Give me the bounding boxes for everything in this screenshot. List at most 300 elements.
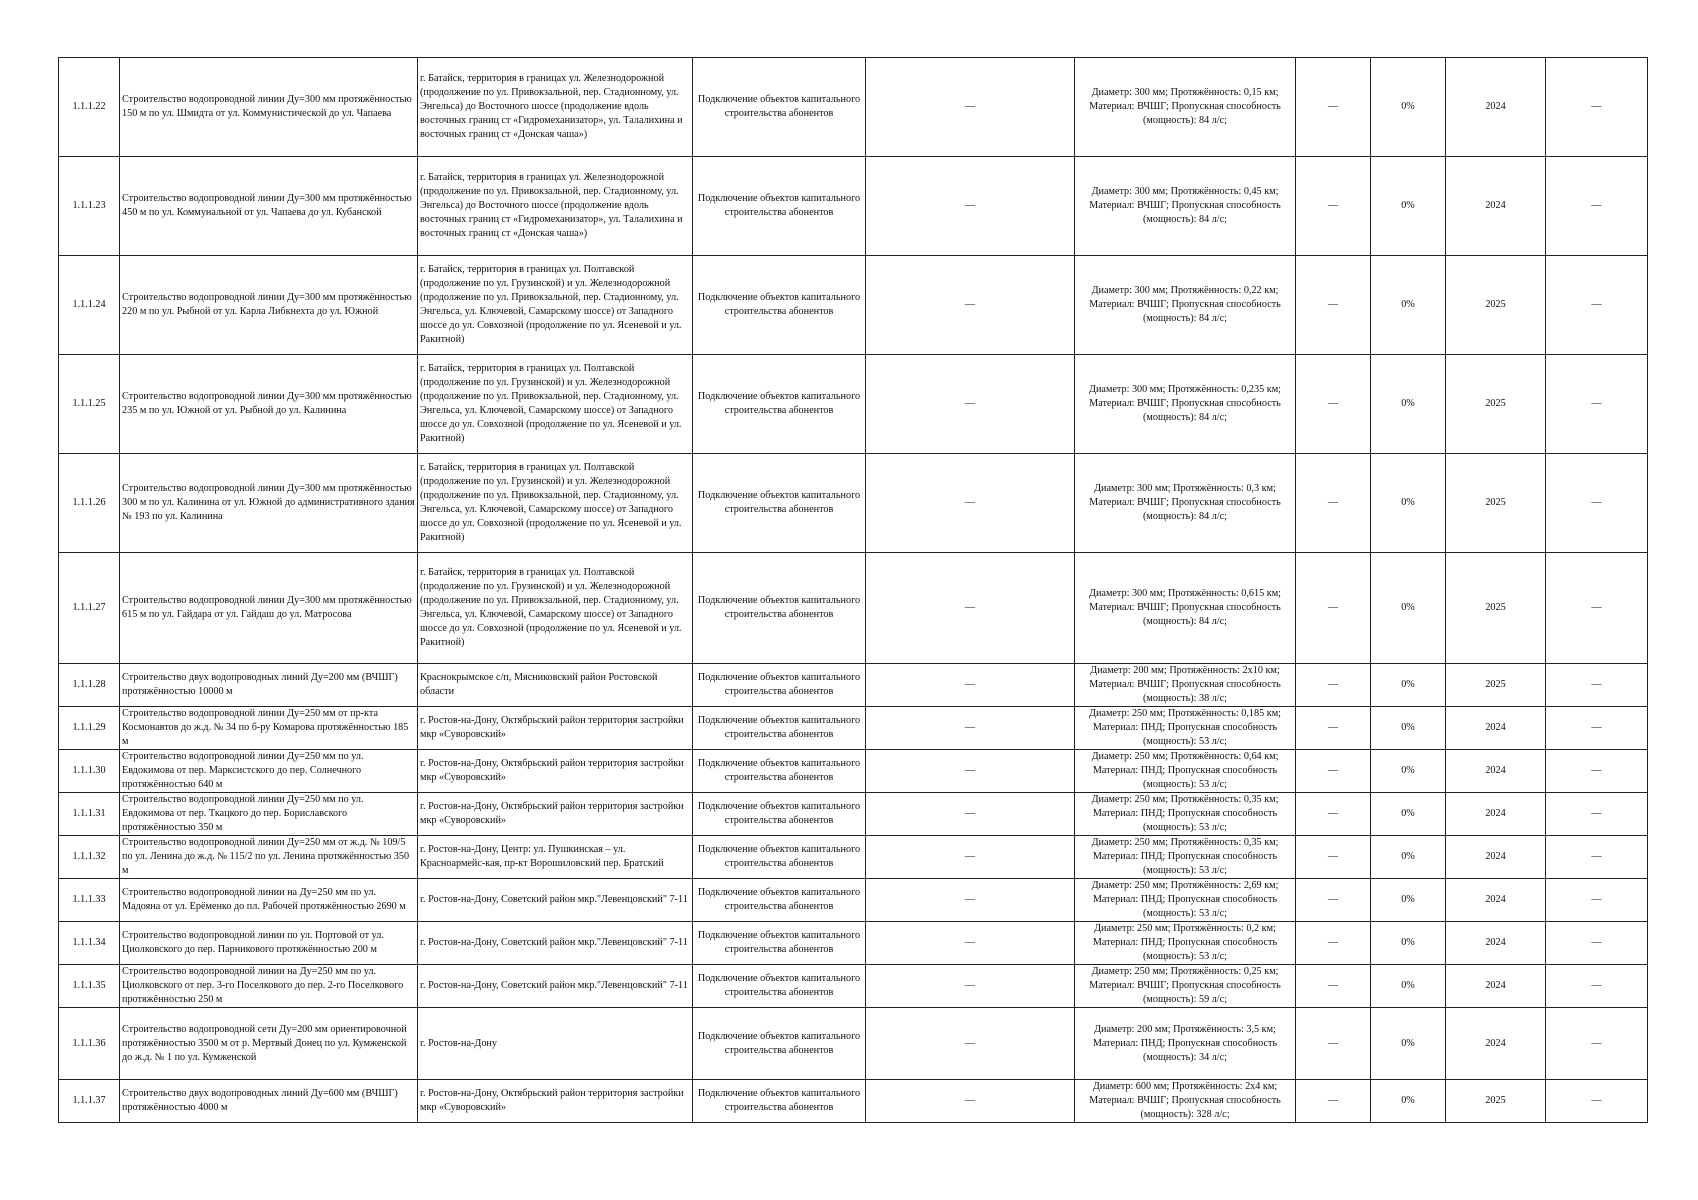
technical-characteristics: Диаметр: 300 мм; Протяжённость: 0,45 км; Материал: ВЧШГ; Пропускная способность (мощность): 84 л/с;: [1089, 186, 1281, 225]
technical-characteristics-cell: [1075, 553, 1296, 664]
empty-value-dash: —: [1327, 101, 1339, 112]
project-goal-cell: [693, 664, 866, 707]
project-address: г. Ростов-на-Дону, Центр: ул. Пушкинская – ул. Красноармейс-кая, пр-кт Ворошиловский пер. Братский: [420, 844, 664, 869]
project-goal-cell: [693, 1008, 866, 1080]
project-name: Строительство водопроводной линии Ду=250 мм от пр-кта Космонавтов до ж.д. № 34 по б-ру Комарова протяжённостью 185 м: [122, 708, 409, 747]
completion-year: 2024: [1485, 101, 1506, 112]
empty-value-dash: —: [1327, 937, 1339, 948]
empty-value-dash-cell: [1546, 836, 1648, 879]
technical-characteristics-cell: [1075, 1008, 1296, 1080]
project-goal-cell: [693, 750, 866, 793]
project-address: г. Ростов-на-Дону, Октябрьский район территория застройки мкр «Суворовский»: [420, 801, 684, 826]
project-address-cell: [418, 664, 693, 707]
empty-value-dash: —: [964, 765, 976, 776]
empty-value-dash-cell: [1546, 553, 1648, 664]
technical-characteristics-cell: [1075, 879, 1296, 922]
table-row: [59, 355, 1648, 454]
empty-value-dash: —: [1327, 808, 1339, 819]
empty-value-dash-cell: [1296, 355, 1371, 454]
empty-value-dash: —: [1591, 398, 1602, 409]
completion-percent: 0%: [1401, 101, 1415, 112]
empty-value-dash: —: [964, 602, 976, 613]
row-number: 1.1.1.33: [72, 894, 106, 905]
project-name: Строительство водопроводной линии по ул. Портовой от ул. Циолковского до пер. Парникового протяжённостью 200 м: [122, 930, 384, 955]
empty-value-dash-cell: [1546, 355, 1648, 454]
project-name-cell: [120, 553, 418, 664]
project-address: г. Ростов-на-Дону, Октябрьский район территория застройки мкр «Суворовский»: [420, 758, 684, 783]
empty-value-dash-cell: [866, 157, 1075, 256]
project-goal: Подключение объектов капитального строительства абонентов: [697, 715, 861, 740]
table-row: [59, 1008, 1648, 1080]
completion-year-cell: [1446, 256, 1546, 355]
completion-percent-cell: [1371, 553, 1446, 664]
completion-year-cell: [1446, 454, 1546, 553]
table-row: [59, 922, 1648, 965]
empty-value-dash: —: [1591, 851, 1602, 862]
project-name-cell: [120, 965, 418, 1008]
table-row: [59, 750, 1648, 793]
table-row: [59, 1080, 1648, 1123]
project-goal-cell: [693, 256, 866, 355]
empty-value-dash-cell: [1546, 1008, 1648, 1080]
completion-percent: 0%: [1401, 937, 1415, 948]
project-goal-cell: [693, 157, 866, 256]
row-number-cell: [59, 1008, 120, 1080]
technical-characteristics-cell: [1075, 707, 1296, 750]
completion-year-cell: [1446, 157, 1546, 256]
project-address-cell: [418, 553, 693, 664]
empty-value-dash: —: [1327, 765, 1339, 776]
empty-value-dash: —: [964, 398, 976, 409]
project-goal-cell: [693, 1080, 866, 1123]
completion-percent-cell: [1371, 793, 1446, 836]
project-name: Строительство двух водопроводных линий Ду=200 мм (ВЧШГ) протяжённостью 10000 м: [122, 672, 398, 697]
project-name-cell: [120, 836, 418, 879]
completion-percent-cell: [1371, 965, 1446, 1008]
technical-characteristics-cell: [1075, 58, 1296, 157]
empty-value-dash-cell: [866, 1008, 1075, 1080]
row-number: 1.1.1.36: [72, 1037, 106, 1049]
completion-year-cell: [1446, 58, 1546, 157]
empty-value-dash: —: [1327, 722, 1339, 733]
project-address: г. Батайск, территория в границах ул. Железнодорожной (продолжение по ул. Привокзальной, пер. Стадионному, ул. Энгельса) до Восточного шоссе (продолжение вдоль восточных границ ст «Гидромеханизатор», ул. Талалихина и восточных границ ст «Донская чаша»): [420, 172, 683, 239]
empty-value-dash-cell: [1296, 750, 1371, 793]
completion-percent: 0%: [1401, 497, 1415, 508]
empty-value-dash-cell: [1296, 553, 1371, 664]
row-number-cell: [59, 836, 120, 879]
project-address-cell: [418, 256, 693, 355]
empty-value-dash-cell: [1546, 922, 1648, 965]
empty-value-dash-cell: [866, 836, 1075, 879]
empty-value-dash: —: [964, 1095, 976, 1106]
empty-value-dash: —: [1327, 398, 1339, 409]
row-number-cell: [59, 553, 120, 664]
row-number: 1.1.1.26: [72, 497, 106, 508]
project-address: г. Ростов-на-Дону, Октябрьский район территория застройки мкр «Суворовский»: [420, 715, 684, 740]
completion-year: 2024: [1485, 1037, 1506, 1049]
completion-year: 2024: [1485, 722, 1506, 733]
empty-value-dash: —: [964, 980, 976, 991]
completion-year: 2024: [1485, 894, 1506, 905]
project-goal: Подключение объектов капитального строительства абонентов: [697, 887, 861, 912]
project-goal: Подключение объектов капитального строительства абонентов: [697, 844, 861, 869]
row-number: 1.1.1.23: [72, 200, 106, 211]
completion-percent-cell: [1371, 664, 1446, 707]
completion-percent: 0%: [1401, 200, 1415, 211]
empty-value-dash: —: [1327, 894, 1339, 905]
row-number-cell: [59, 965, 120, 1008]
empty-value-dash-cell: [1296, 707, 1371, 750]
empty-value-dash: —: [1327, 1037, 1339, 1049]
empty-value-dash-cell: [866, 750, 1075, 793]
completion-year: 2025: [1485, 679, 1506, 690]
empty-value-dash-cell: [866, 256, 1075, 355]
empty-value-dash: —: [1327, 299, 1339, 310]
empty-value-dash-cell: [866, 355, 1075, 454]
empty-value-dash: —: [1327, 200, 1339, 211]
technical-characteristics: Диаметр: 200 мм; Протяжённость: 2х10 км; Материал: ВЧШГ; Пропускная способность (мощность): 38 л/с;: [1089, 665, 1281, 704]
technical-characteristics: Диаметр: 250 мм; Протяжённость: 2,69 км; Материал: ПНД; Пропускная способность (мощность): 53 л/с;: [1091, 880, 1279, 919]
project-goal-cell: [693, 793, 866, 836]
completion-year: 2025: [1485, 497, 1506, 508]
completion-year-cell: [1446, 750, 1546, 793]
project-name-cell: [120, 58, 418, 157]
project-name: Строительство водопроводной линии Ду=250 мм от ж.д. № 109/5 по ул. Ленина до ж.д. № 115/2 по ул. Ленина протяжённостью 350 м: [122, 837, 410, 876]
completion-year-cell: [1446, 793, 1546, 836]
completion-year-cell: [1446, 355, 1546, 454]
table-row: [59, 836, 1648, 879]
empty-value-dash: —: [1591, 980, 1602, 991]
empty-value-dash-cell: [1296, 793, 1371, 836]
completion-percent: 0%: [1401, 679, 1415, 690]
empty-value-dash: —: [1327, 679, 1339, 690]
project-goal: Подключение объектов капитального строительства абонентов: [697, 973, 861, 998]
project-goal: Подключение объектов капитального строительства абонентов: [697, 595, 861, 620]
empty-value-dash-cell: [866, 553, 1075, 664]
technical-characteristics: Диаметр: 250 мм; Протяжённость: 0,185 км; Материал: ПНД; Пропускная способность (мощность): 53 л/с;: [1089, 708, 1281, 747]
project-address: г. Ростов-на-Дону: [420, 1037, 497, 1049]
completion-percent: 0%: [1401, 894, 1415, 905]
completion-percent-cell: [1371, 355, 1446, 454]
empty-value-dash-cell: [866, 664, 1075, 707]
empty-value-dash-cell: [1296, 256, 1371, 355]
empty-value-dash-cell: [866, 58, 1075, 157]
completion-percent: 0%: [1401, 980, 1415, 991]
completion-percent: 0%: [1401, 1095, 1415, 1106]
completion-year: 2024: [1485, 808, 1506, 819]
project-goal: Подключение объектов капитального строительства абонентов: [697, 490, 861, 515]
completion-year-cell: [1446, 1080, 1546, 1123]
project-address: г. Батайск, территория в границах ул. Полтавской (продолжение по ул. Грузинской) и ул. Железнодорожной (продолжение по ул. Привокзальной, пер. Стадионному, ул. Энгельса, ул. Ключевой, Самарскому шоссе) от Западного шоссе до ул. Совхозной (продолжение по ул. Ясеневой и ул. Ракитной): [420, 363, 682, 444]
empty-value-dash-cell: [1546, 707, 1648, 750]
project-address: г. Батайск, территория в границах ул. Полтавской (продолжение по ул. Грузинской) и ул. Железнодорожной (продолжение по ул. Привокзальной, пер. Стадионному, ул. Энгельса, ул. Ключевой, Самарскому шоссе) от Западного шоссе до ул. Совхозной (продолжение по ул. Ясеневой и ул. Ракитной): [420, 567, 682, 648]
project-goal: Подключение объектов капитального строительства абонентов: [697, 758, 861, 783]
row-number-cell: [59, 1080, 120, 1123]
completion-percent: 0%: [1401, 1037, 1415, 1049]
completion-year: 2025: [1485, 299, 1506, 310]
row-number-cell: [59, 58, 120, 157]
table-row: [59, 256, 1648, 355]
project-name: Строительство водопроводной линии Ду=300 мм протяжённостью 450 м по ул. Коммунальной от ул. Чапаева до ул. Кубанской: [122, 193, 412, 218]
project-goal-cell: [693, 707, 866, 750]
technical-characteristics: Диаметр: 250 мм; Протяжённость: 0,2 км; Материал: ПНД; Пропускная способность (мощность): 53 л/с;: [1092, 923, 1278, 962]
empty-value-dash: —: [1591, 1037, 1602, 1049]
project-goal-cell: [693, 879, 866, 922]
project-goal: Подключение объектов капитального строительства абонентов: [697, 801, 861, 826]
project-name: Строительство водопроводной линии Ду=300 мм протяжённостью 220 м по ул. Рыбной от ул. Карла Либкнехта до ул. Южной: [122, 292, 412, 317]
empty-value-dash-cell: [1546, 1080, 1648, 1123]
project-goal-cell: [693, 965, 866, 1008]
completion-percent: 0%: [1401, 808, 1415, 819]
completion-percent-cell: [1371, 707, 1446, 750]
project-address-cell: [418, 58, 693, 157]
completion-year: 2024: [1485, 851, 1506, 862]
table-row: [59, 793, 1648, 836]
empty-value-dash-cell: [1546, 793, 1648, 836]
empty-value-dash-cell: [866, 707, 1075, 750]
completion-year-cell: [1446, 707, 1546, 750]
project-goal-cell: [693, 58, 866, 157]
empty-value-dash: —: [1591, 765, 1602, 776]
row-number: 1.1.1.25: [72, 398, 106, 409]
empty-value-dash-cell: [1296, 1008, 1371, 1080]
table-row: [59, 454, 1648, 553]
technical-characteristics-cell: [1075, 965, 1296, 1008]
table-row: [59, 157, 1648, 256]
empty-value-dash-cell: [866, 922, 1075, 965]
completion-year-cell: [1446, 922, 1546, 965]
project-address-cell: [418, 836, 693, 879]
row-number-cell: [59, 256, 120, 355]
technical-characteristics: Диаметр: 250 мм; Протяжённость: 0,35 км; Материал: ПНД; Пропускная способность (мощность): 53 л/с;: [1091, 794, 1279, 833]
project-address: г. Ростов-на-Дону, Советский район мкр."Левенцовский" 7-11: [420, 894, 688, 905]
completion-year: 2025: [1485, 1095, 1506, 1106]
empty-value-dash-cell: [1546, 965, 1648, 1008]
empty-value-dash: —: [1327, 851, 1339, 862]
project-address: г. Батайск, территория в границах ул. Железнодорожной (продолжение по ул. Привокзальной, пер. Стадионному, ул. Энгельса) до Восточного шоссе (продолжение вдоль восточных границ ст «Гидромеханизатор», ул. Талалихина и восточных границ ст «Донская чаша»): [420, 73, 683, 140]
row-number: 1.1.1.35: [72, 980, 106, 991]
project-name-cell: [120, 157, 418, 256]
technical-characteristics: Диаметр: 600 мм; Протяжённость: 2х4 км; Материал: ВЧШГ; Пропускная способность (мощность): 328 л/с;: [1089, 1081, 1281, 1120]
row-number: 1.1.1.31: [72, 808, 106, 819]
row-number: 1.1.1.29: [72, 722, 106, 733]
project-name-cell: [120, 454, 418, 553]
row-number: 1.1.1.27: [72, 602, 106, 613]
empty-value-dash-cell: [1546, 157, 1648, 256]
project-address: г. Ростов-на-Дону, Советский район мкр."Левенцовский" 7-11: [420, 980, 688, 991]
completion-year-cell: [1446, 1008, 1546, 1080]
completion-year-cell: [1446, 553, 1546, 664]
project-goal: Подключение объектов капитального строительства абонентов: [697, 292, 861, 317]
project-name: Строительство водопроводной линии на Ду=250 мм по ул. Циолковского от пер. 3-го Поселкового до пер. 2-го Поселкового протяжённостью 250 м: [122, 966, 404, 1005]
technical-characteristics-cell: [1075, 1080, 1296, 1123]
empty-value-dash-cell: [1296, 1080, 1371, 1123]
completion-percent: 0%: [1401, 398, 1415, 409]
project-address-cell: [418, 1080, 693, 1123]
project-name-cell: [120, 707, 418, 750]
row-number-cell: [59, 664, 120, 707]
technical-characteristics: Диаметр: 300 мм; Протяжённость: 0,15 км; Материал: ВЧШГ; Пропускная способность (мощность): 84 л/с;: [1089, 87, 1281, 126]
completion-year-cell: [1446, 664, 1546, 707]
completion-percent: 0%: [1401, 299, 1415, 310]
table-row: [59, 965, 1648, 1008]
completion-year: 2024: [1485, 200, 1506, 211]
technical-characteristics: Диаметр: 300 мм; Протяжённость: 0,22 км; Материал: ВЧШГ; Пропускная способность (мощность): 84 л/с;: [1089, 285, 1281, 324]
project-name-cell: [120, 750, 418, 793]
project-address-cell: [418, 879, 693, 922]
table-row: [59, 879, 1648, 922]
row-number-cell: [59, 750, 120, 793]
empty-value-dash: —: [1591, 722, 1602, 733]
technical-characteristics: Диаметр: 250 мм; Протяжённость: 0,25 км; Материал: ВЧШГ; Пропускная способность (мощность): 59 л/с;: [1089, 966, 1281, 1005]
project-name: Строительство водопроводной сети Ду=200 мм ориентировочной протяжённостью 3500 м от р. Мертвый Донец по ул. Кумженской до ж.д. № 1 по ул. Кумженской: [122, 1023, 407, 1063]
completion-percent-cell: [1371, 1080, 1446, 1123]
completion-year: 2025: [1485, 602, 1506, 613]
project-address-cell: [418, 1008, 693, 1080]
project-name: Строительство водопроводной линии на Ду=250 мм по ул. Мадояна от ул. Ерёменко до пл. Рабочей протяжённостью 2690 м: [122, 887, 406, 912]
completion-year-cell: [1446, 965, 1546, 1008]
empty-value-dash: —: [964, 894, 976, 905]
technical-characteristics-cell: [1075, 664, 1296, 707]
project-goal-cell: [693, 922, 866, 965]
empty-value-dash-cell: [1296, 879, 1371, 922]
table-row: [59, 58, 1648, 157]
project-address-cell: [418, 707, 693, 750]
completion-percent-cell: [1371, 454, 1446, 553]
project-goal: Подключение объектов капитального строительства абонентов: [697, 672, 861, 697]
technical-characteristics-cell: [1075, 355, 1296, 454]
empty-value-dash: —: [1591, 894, 1602, 905]
project-address-cell: [418, 454, 693, 553]
completion-year: 2024: [1485, 980, 1506, 991]
project-name: Строительство водопроводной линии Ду=250 мм по ул. Евдокимова от пер. Марксистского до пер. Солнечного протяжённостью 640 м: [122, 751, 364, 790]
empty-value-dash: —: [964, 937, 976, 948]
project-name: Строительство водопроводной линии Ду=300 мм протяжённостью 235 м по ул. Южной от ул. Рыбной до ул. Калинина: [122, 391, 412, 416]
project-name-cell: [120, 1080, 418, 1123]
project-address: Краснокрымское с/п, Мясниковский район Ростовской области: [420, 672, 658, 697]
table-row: [59, 553, 1648, 664]
technical-characteristics-cell: [1075, 793, 1296, 836]
technical-characteristics-cell: [1075, 256, 1296, 355]
empty-value-dash: —: [1591, 299, 1602, 310]
empty-value-dash: —: [1591, 937, 1602, 948]
project-name-cell: [120, 922, 418, 965]
empty-value-dash-cell: [1296, 58, 1371, 157]
project-name: Строительство водопроводной линии Ду=300 мм протяжённостью 615 м по ул. Гайдара от ул. Гайдаш до ул. Матросова: [122, 595, 412, 620]
project-goal-cell: [693, 553, 866, 664]
empty-value-dash: —: [964, 200, 976, 211]
project-address-cell: [418, 355, 693, 454]
project-name-cell: [120, 256, 418, 355]
project-address: г. Ростов-на-Дону, Советский район мкр."Левенцовский" 7-11: [420, 937, 688, 948]
completion-year: 2024: [1485, 765, 1506, 776]
technical-characteristics: Диаметр: 300 мм; Протяжённость: 0,235 км; Материал: ВЧШГ; Пропускная способность (мощность): 84 л/с;: [1089, 384, 1281, 423]
completion-percent-cell: [1371, 58, 1446, 157]
row-number: 1.1.1.24: [72, 299, 106, 310]
completion-percent-cell: [1371, 879, 1446, 922]
project-goal: Подключение объектов капитального строительства абонентов: [697, 1030, 861, 1056]
empty-value-dash: —: [1327, 602, 1339, 613]
project-goal-cell: [693, 454, 866, 553]
project-name: Строительство двух водопроводных линий Ду=600 мм (ВЧШГ) протяжённостью 4000 м: [122, 1088, 398, 1113]
technical-characteristics: Диаметр: 250 мм; Протяжённость: 0,64 км; Материал: ПНД; Пропускная способность (мощность): 53 л/с;: [1091, 751, 1279, 790]
technical-characteristics-cell: [1075, 750, 1296, 793]
empty-value-dash: —: [1591, 101, 1602, 112]
completion-percent: 0%: [1401, 851, 1415, 862]
completion-percent-cell: [1371, 836, 1446, 879]
empty-value-dash-cell: [866, 879, 1075, 922]
completion-percent: 0%: [1401, 722, 1415, 733]
empty-value-dash: —: [964, 299, 976, 310]
table-row: [59, 664, 1648, 707]
empty-value-dash-cell: [866, 965, 1075, 1008]
project-name-cell: [120, 664, 418, 707]
empty-value-dash-cell: [866, 793, 1075, 836]
row-number-cell: [59, 793, 120, 836]
empty-value-dash-cell: [1296, 664, 1371, 707]
project-address-cell: [418, 922, 693, 965]
row-number-cell: [59, 707, 120, 750]
technical-characteristics: Диаметр: 300 мм; Протяжённость: 0,3 км; Материал: ВЧШГ; Пропускная способность (мощность): 84 л/с;: [1089, 483, 1281, 522]
project-address-cell: [418, 965, 693, 1008]
empty-value-dash: —: [1591, 602, 1602, 613]
completion-year-cell: [1446, 836, 1546, 879]
project-address: г. Батайск, территория в границах ул. Полтавской (продолжение по ул. Грузинской) и ул. Железнодорожной (продолжение по ул. Привокзальной, пер. Стадионному, ул. Энгельса, ул. Ключевой, Самарскому шоссе) от Западного шоссе до ул. Совхозной (продолжение по ул. Ясеневой и ул. Ракитной): [420, 264, 682, 345]
empty-value-dash-cell: [1296, 157, 1371, 256]
empty-value-dash-cell: [1546, 256, 1648, 355]
project-goal: Подключение объектов капитального строительства абонентов: [697, 930, 861, 955]
row-number-cell: [59, 355, 120, 454]
empty-value-dash-cell: [1546, 58, 1648, 157]
empty-value-dash-cell: [1296, 965, 1371, 1008]
project-name-cell: [120, 1008, 418, 1080]
empty-value-dash-cell: [1296, 922, 1371, 965]
row-number: 1.1.1.22: [72, 101, 106, 112]
technical-characteristics: Диаметр: 250 мм; Протяжённость: 0,35 км; Материал: ПНД; Пропускная способность (мощность): 53 л/с;: [1091, 837, 1279, 876]
empty-value-dash: —: [964, 497, 976, 508]
technical-characteristics-cell: [1075, 922, 1296, 965]
empty-value-dash: —: [1591, 497, 1602, 508]
row-number-cell: [59, 157, 120, 256]
empty-value-dash-cell: [1546, 664, 1648, 707]
empty-value-dash-cell: [1546, 454, 1648, 553]
project-goal: Подключение объектов капитального строительства абонентов: [697, 193, 861, 218]
empty-value-dash: —: [1591, 808, 1602, 819]
row-number: 1.1.1.37: [72, 1095, 106, 1106]
project-goal: Подключение объектов капитального строительства абонентов: [697, 1088, 861, 1113]
empty-value-dash: —: [964, 851, 976, 862]
empty-value-dash-cell: [866, 1080, 1075, 1123]
technical-characteristics-cell: [1075, 836, 1296, 879]
project-name-cell: [120, 879, 418, 922]
project-goal-cell: [693, 836, 866, 879]
completion-percent: 0%: [1401, 602, 1415, 613]
completion-year: 2024: [1485, 937, 1506, 948]
project-name: Строительство водопроводной линии Ду=300 мм протяжённостью 150 м по ул. Шмидта от ул. Коммунистической до ул. Чапаева: [122, 94, 412, 119]
completion-percent-cell: [1371, 922, 1446, 965]
completion-percent-cell: [1371, 750, 1446, 793]
row-number-cell: [59, 454, 120, 553]
technical-characteristics: Диаметр: 200 мм; Протяжённость: 3,5 км; Материал: ПНД; Пропускная способность (мощность): 34 л/с;: [1092, 1023, 1278, 1063]
project-goal-cell: [693, 355, 866, 454]
technical-characteristics: Диаметр: 300 мм; Протяжённость: 0,615 км; Материал: ВЧШГ; Пропускная способность (мощность): 84 л/с;: [1089, 588, 1281, 627]
empty-value-dash-cell: [1546, 750, 1648, 793]
empty-value-dash: —: [1327, 1095, 1339, 1106]
empty-value-dash: —: [1591, 1095, 1602, 1106]
project-address-cell: [418, 750, 693, 793]
completion-percent-cell: [1371, 256, 1446, 355]
empty-value-dash: —: [964, 808, 976, 819]
